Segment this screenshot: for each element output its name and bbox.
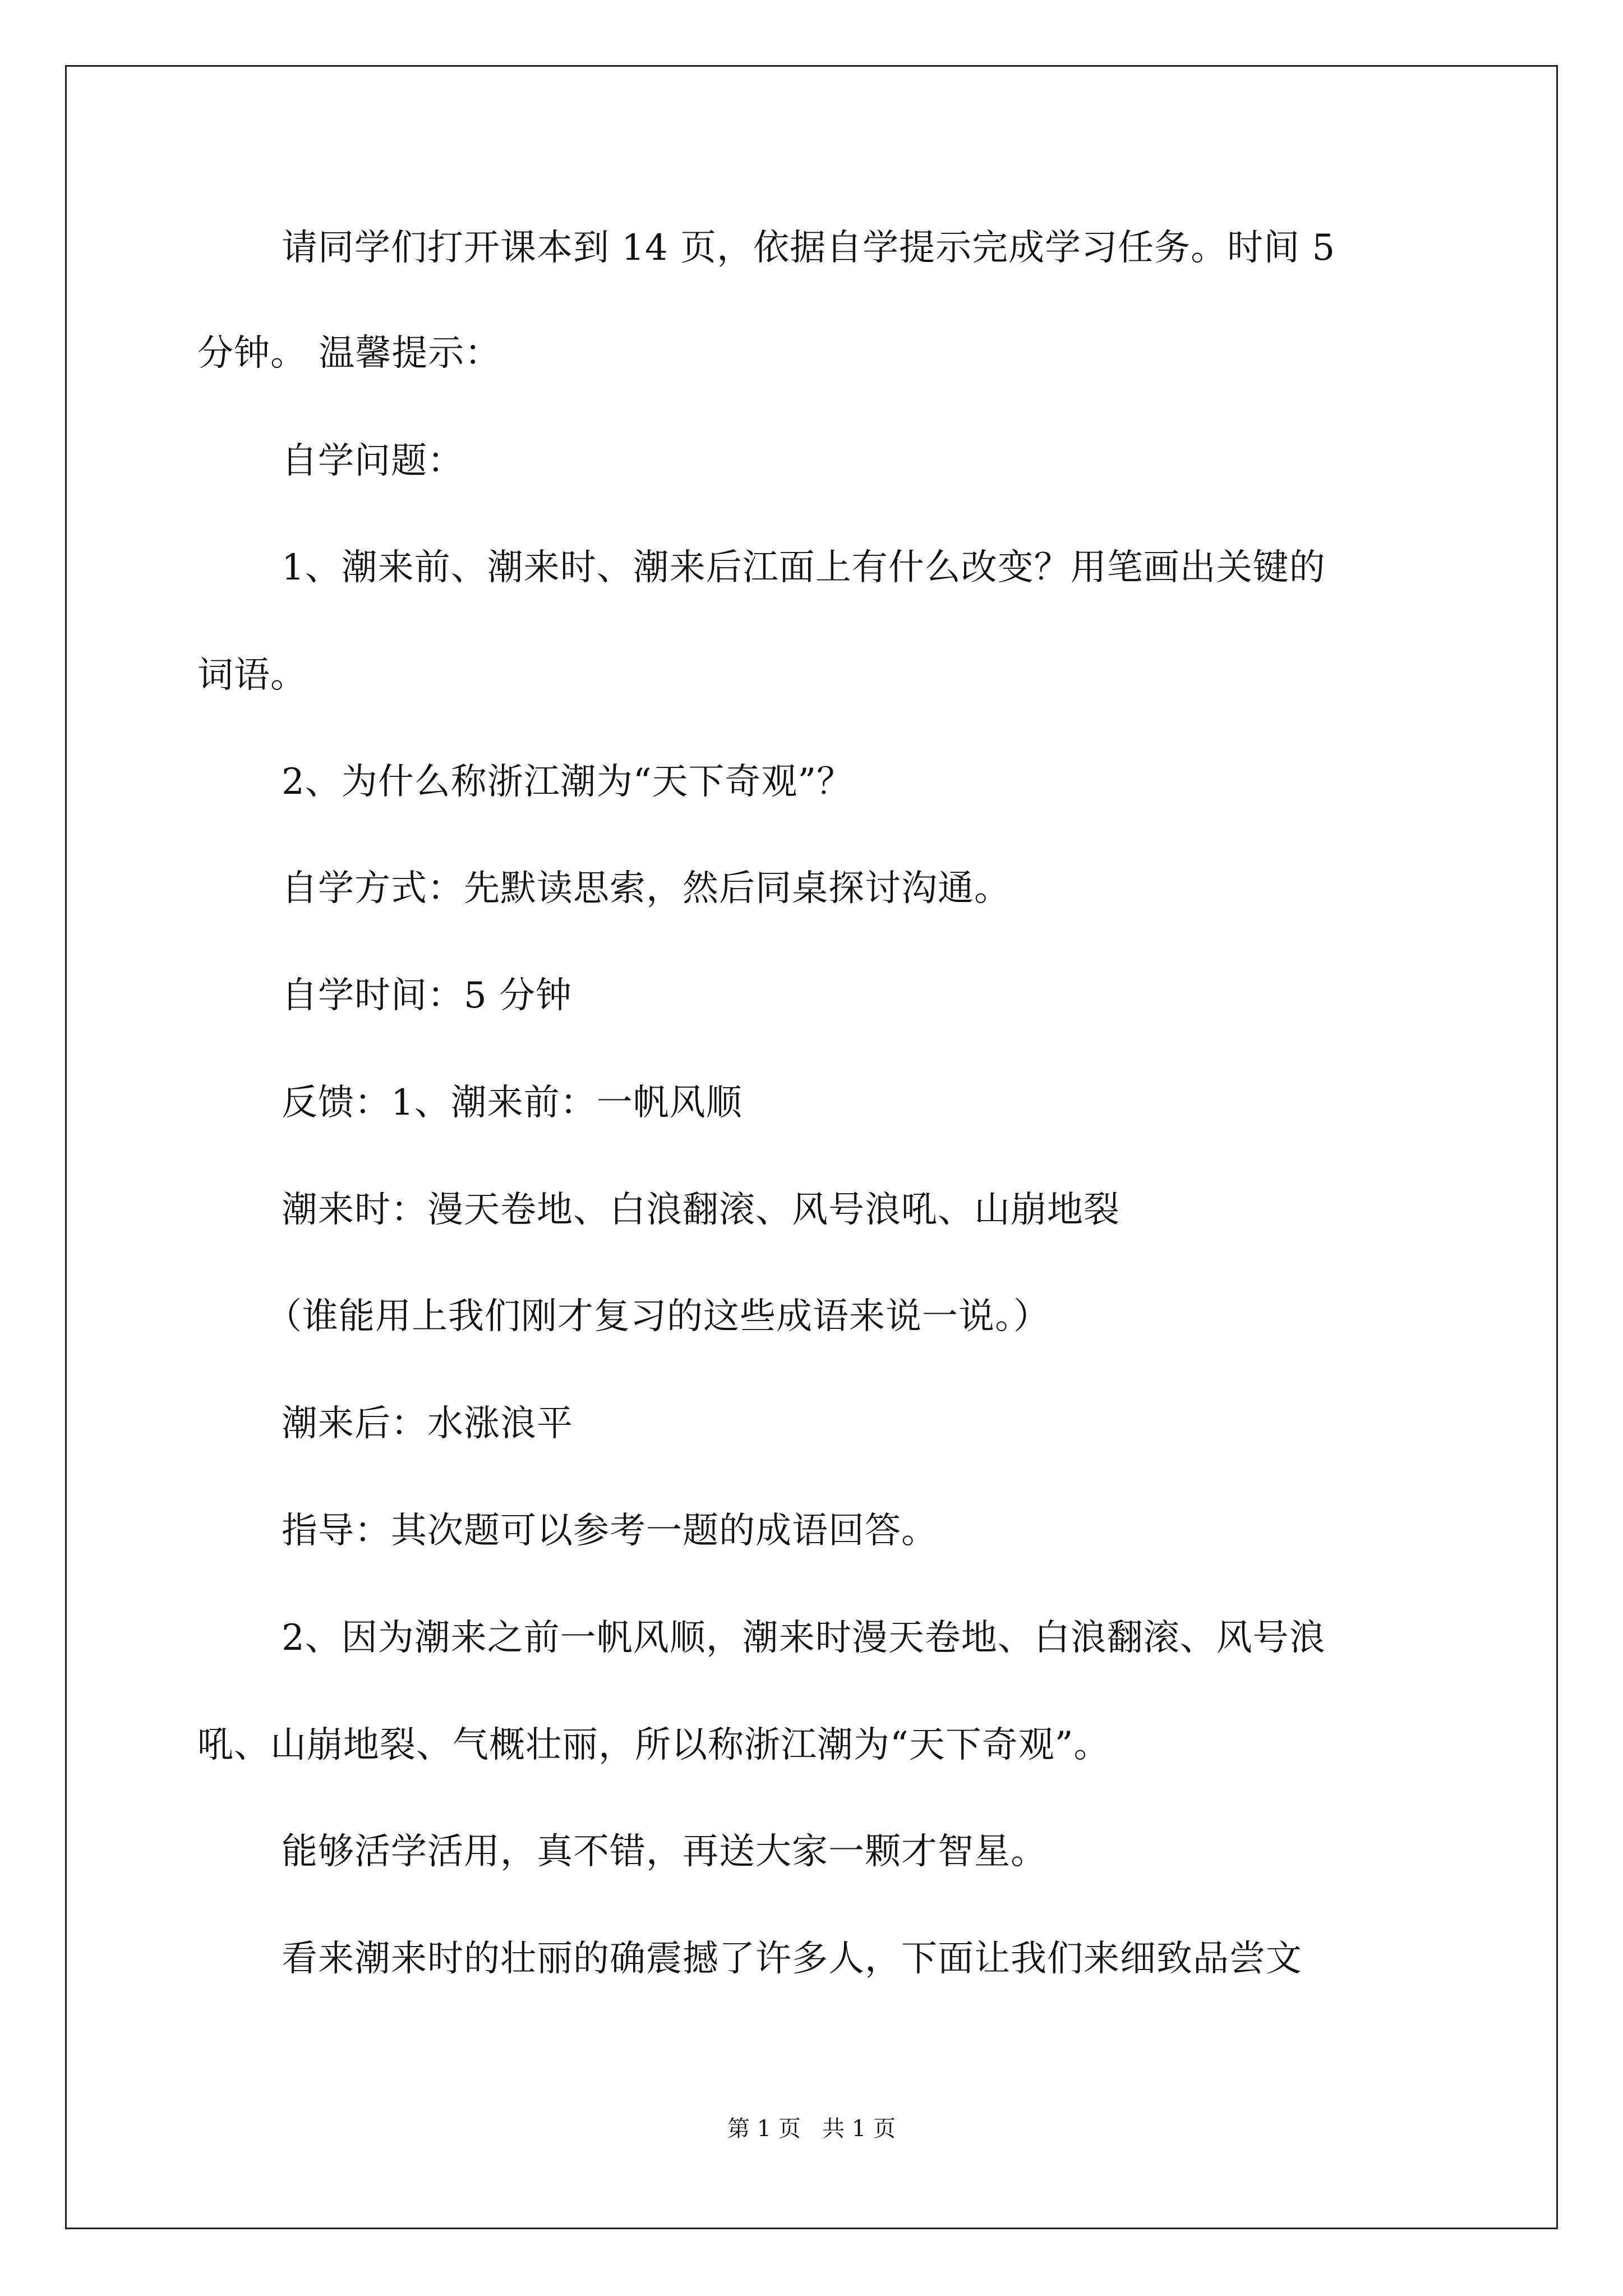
paragraph-line: 自学方式：先默读思索，然后同桌探讨沟通。 [282, 868, 1011, 909]
paragraph-line: 词语。 [197, 655, 307, 696]
paragraph-line: 1、潮来前、潮来时、潮来后江面上有什么改变？用笔画出关键的 [282, 547, 1326, 588]
paragraph-line: 能够活学活用，真不错，再送大家一颗才智星。 [282, 1831, 1047, 1872]
paragraph-line: 请同学们打开课本到 14 页，依据自学提示完成学习任务。时间 5 [282, 227, 1336, 269]
paragraph-line: 反馈：1、潮来前：一帆风顺 [282, 1082, 743, 1124]
page-frame [65, 65, 1558, 2229]
paragraph-line: 看来潮来时的壮丽的确震撼了许多人，下面让我们来细致品尝文 [282, 1938, 1302, 1980]
paragraph-line: 指导：其次题可以参考一题的成语回答。 [282, 1510, 938, 1552]
page-footer: 第 1 页 共 1 页 [727, 2116, 896, 2142]
paragraph-line: 自学问题： [282, 440, 464, 482]
paragraph-line: 分钟。 温馨提示： [197, 333, 501, 374]
paragraph-line: 吼、山崩地裂、气概壮丽，所以称浙江潮为“天下奇观”。 [197, 1724, 1110, 1766]
paragraph-line: 潮来时：漫天卷地、白浪翻滚、风号浪吼、山崩地裂 [282, 1189, 1120, 1231]
paragraph-line: 2、为什么称浙江潮为“天下奇观”？ [282, 761, 854, 803]
paragraph-line: 2、因为潮来之前一帆风顺，潮来时漫天卷地、白浪翻滚、风号浪 [282, 1617, 1326, 1659]
paragraph-line: 潮来后：水涨浪平 [282, 1403, 573, 1444]
paragraph-line: 自学时间：5 分钟 [282, 975, 573, 1016]
paragraph-line: （谁能用上我们刚才复习的这些成语来说一说。） [266, 1296, 1050, 1337]
